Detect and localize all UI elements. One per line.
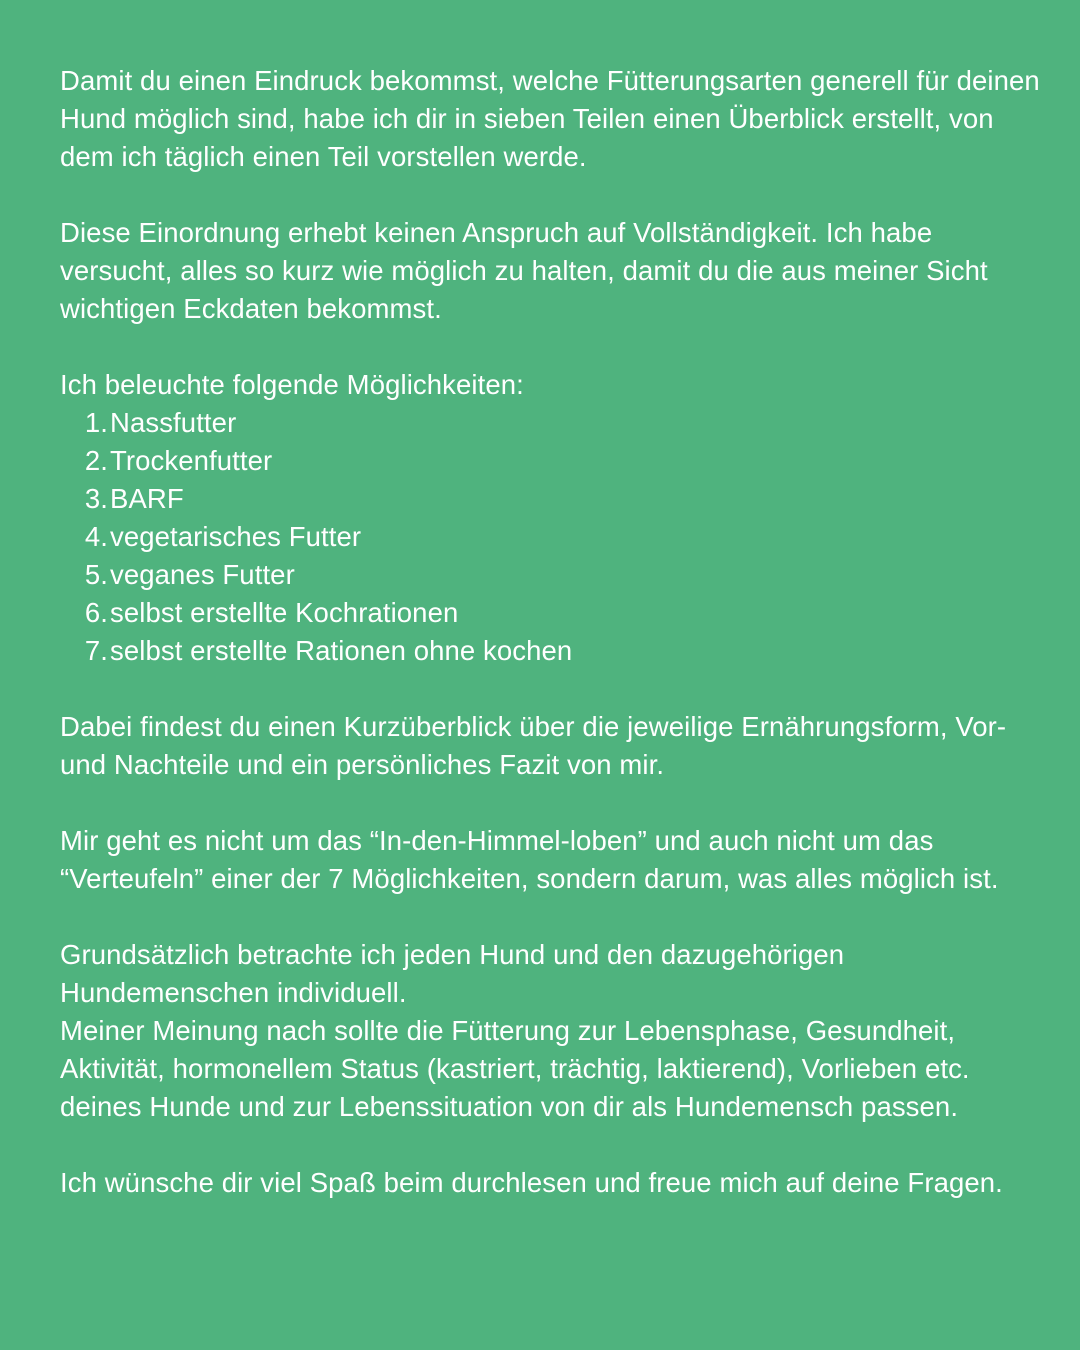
list-item: Nassfutter xyxy=(110,407,237,438)
paragraph-intro: Damit du einen Eindruck bekommst, welche Fütterungsarten generell für deinen Hund möglich sind, habe ich dir in sieben Teilen einen Überblick erstellt, von dem ich täglich einen Teil vorstellen werde. xyxy=(60,65,1048,172)
paragraph-closing: Ich wünsche dir viel Spaß beim durchlesen und freue mich auf deine Fragen. xyxy=(60,1167,1003,1198)
list-item: vegetarisches Futter xyxy=(110,521,362,552)
paragraph-stance: Mir geht es nicht um das “In-den-Himmel-loben” und auch nicht um das “Verteufeln” einer der 7 Möglichkeiten, sondern darum, was alles möglich ist. xyxy=(60,825,999,894)
paragraph-individual: Grundsätzlich betrachte ich jeden Hund und den dazugehörigen Hundemenschen individuell. xyxy=(60,939,852,1008)
card-content xyxy=(60,62,1050,1202)
list-item: selbst erstellte Kochrationen xyxy=(110,597,459,628)
list-item: Trockenfutter xyxy=(110,445,273,476)
list-heading: Ich beleuchte folgende Möglichkeiten: xyxy=(60,369,524,400)
paragraph-opinion: Meiner Meinung nach sollte die Fütterung zur Lebensphase, Gesundheit, Aktivität, hormonellem Status (kastriert, trächtig, laktierend), Vorlieben etc. deines Hunde und zur Lebenssituation von dir als Hundemensch passen. xyxy=(60,1015,978,1122)
list-item: selbst erstellte Rationen ohne kochen xyxy=(110,635,573,666)
list-item: veganes Futter xyxy=(110,559,295,590)
list-item: BARF xyxy=(110,483,184,514)
paragraph-overview: Dabei findest du einen Kurzüberblick über die jeweilige Ernährungsform, Vor- und Nachteile und ein persönliches Fazit von mir. xyxy=(60,711,1014,780)
paragraph-disclaimer: Diese Einordnung erhebt keinen Anspruch auf Vollständigkeit. Ich habe versucht, alles so kurz wie möglich zu halten, damit du die aus meiner Sicht wichtigen Eckdaten bekommst. xyxy=(60,217,996,324)
feeding-options-list xyxy=(60,404,1050,670)
